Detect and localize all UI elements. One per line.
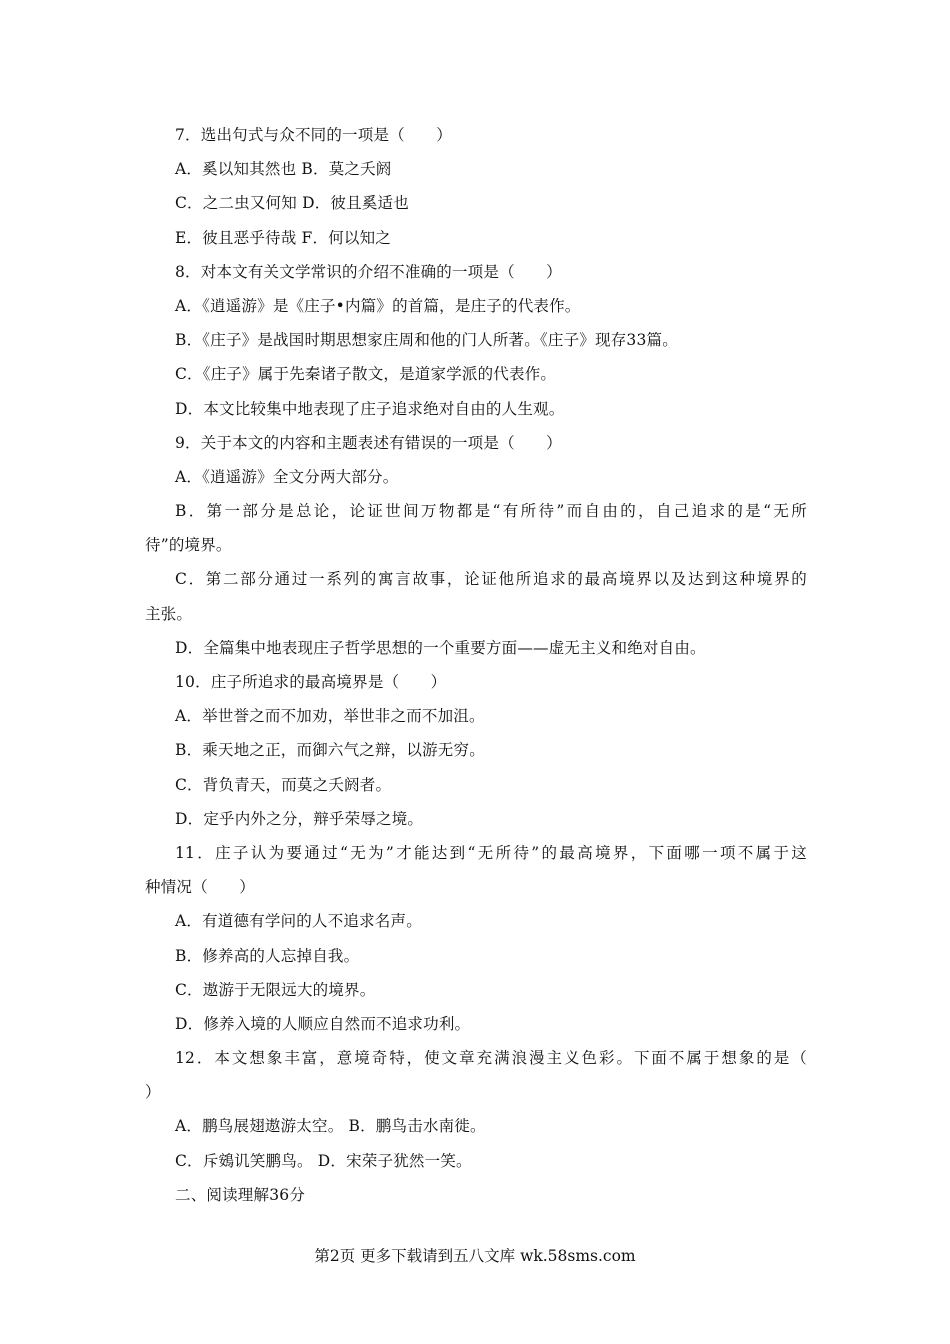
question-11-stem-line2: 种情况（ ） <box>145 878 255 897</box>
question-9-option-c-line2: 主张。 <box>145 604 193 623</box>
question-10-option-b: B．乘天地之正，而御六气之辩，以游无穷。 <box>175 741 485 760</box>
question-10-stem: 10．庄子所追求的最高境界是（ ） <box>175 673 447 691</box>
page-content <box>145 118 807 1212</box>
question-9-option-a: A．《逍遥游》全文分两大部分。 <box>175 467 399 486</box>
question-12-option-ab: A．鹏鸟展翅遨游太空。 B．鹏鸟击水南徙。 <box>175 1117 486 1136</box>
question-8-option-c: C．《庄子》属于先秦诸子散文，是道家学派的代表作。 <box>175 365 557 384</box>
question-9-stem: 9．关于本文的内容和主题表述有错误的一项是（ ） <box>175 433 562 452</box>
question-8-stem: 8．对本文有关文学常识的介绍不准确的一项是（ ） <box>175 262 562 281</box>
question-9-option-d: D．全篇集中地表现庄子哲学思想的一个重要方面——虚无主义和绝对自由。 <box>175 638 706 657</box>
question-10-option-a: A．举世誉之而不加劝，举世非之而不加沮。 <box>175 707 485 726</box>
question-11-option-a: A．有道德有学问的人不追求名声。 <box>175 912 422 931</box>
question-7-option-cd: C．之二虫又何知 D．彼且奚适也 <box>175 194 409 213</box>
question-9-option-c-line1: C．第二部分通过一系列的寓言故事，论证他所追求的最高境界以及达到这种境界的 <box>175 570 807 589</box>
question-11-option-d: D．修养入境的人顺应自然而不追求功利。 <box>175 1014 471 1033</box>
question-10-option-c: C．背负青天，而莫之夭阏者。 <box>175 775 392 794</box>
question-7-option-ab: A．奚以知其然也 B．莫之夭阏 <box>175 160 392 179</box>
question-9-option-b-line1: B．第一部分是总论，论证世间万物都是“有所待”而自由的，自己追求的是“无所 <box>175 502 807 521</box>
question-11-option-b: B．修养高的人忘掉自我。 <box>175 946 360 965</box>
question-8-option-b: B．《庄子》是战国时期思想家庄周和他的门人所著。《庄子》现存33篇。 <box>175 331 678 350</box>
question-7-option-ef: E．彼且恶乎待哉 F．何以知之 <box>175 228 391 247</box>
question-8-option-d: D．本文比较集中地表现了庄子追求绝对自由的人生观。 <box>175 399 565 418</box>
question-12-option-cd: C．斥鴳讥笑鹏鸟。 D．宋荣子犹然一笑。 <box>175 1151 472 1170</box>
question-8-option-a: A．《逍遥游》是《庄子•内篇》的首篇，是庄子的代表作。 <box>175 296 581 315</box>
question-7-stem: 7．选出句式与众不同的一项是（ ） <box>175 126 452 144</box>
question-11-stem-line1: 11．庄子认为要通过“无为”才能达到“无所待”的最高境界，下面哪一项不属于这 <box>175 843 807 862</box>
question-9-option-b-line2: 待”的境界。 <box>145 536 232 555</box>
question-11-option-c: C．遨游于无限远大的境界。 <box>175 980 376 999</box>
question-12-stem-line1: 12．本文想象丰富，意境奇特，使文章充满浪漫主义色彩。下面不属于想象的是（ <box>175 1049 807 1068</box>
question-10-option-d: D．定乎内外之分，辩乎荣辱之境。 <box>175 809 424 828</box>
section-heading: 二、阅读理解36分 <box>175 1185 306 1204</box>
page-footer: 第2页 更多下载请到五八文库 wk.58sms.com <box>314 1247 636 1265</box>
question-12-stem-line2: ） <box>145 1083 161 1102</box>
